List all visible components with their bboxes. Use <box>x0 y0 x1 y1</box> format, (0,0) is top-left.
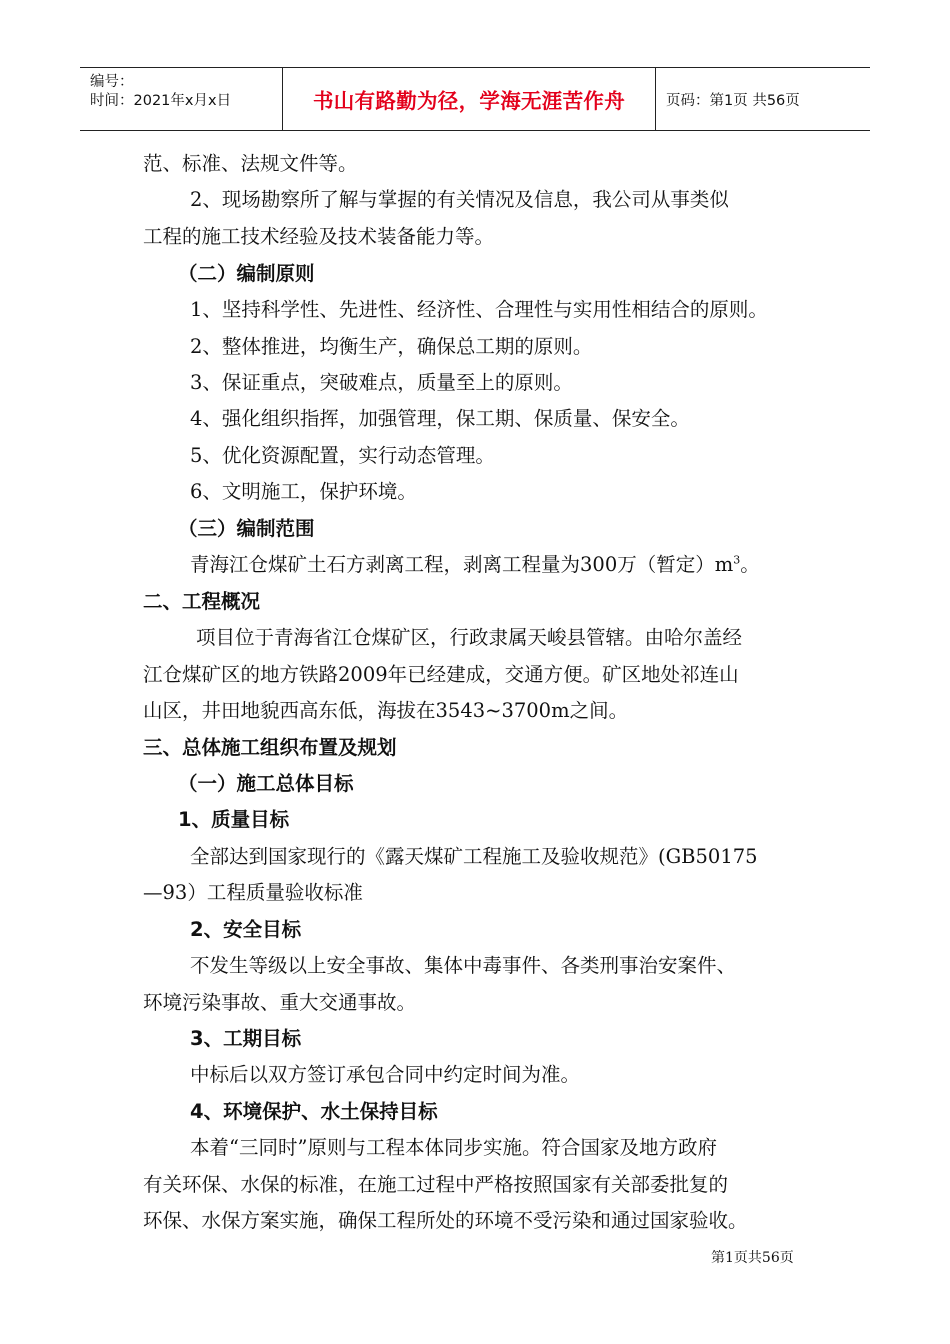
subsection-heading: 2、安全目标 <box>190 918 302 941</box>
header-info-cell <box>80 68 283 130</box>
body-line: 范、标准、法规文件等。 <box>143 152 358 175</box>
header-page-label: 页码：第1页 共56页 <box>666 92 800 109</box>
doc-number-label: 编号： <box>90 74 134 90</box>
body-line: 不发生等级以上安全事故、集体中毒事件、各类刑事治安案件、 <box>190 954 737 977</box>
list-item: 1、坚持科学性、先进性、经济性、合理性与实用性相结合的原则。 <box>190 298 768 321</box>
body-line: 山区，井田地貌西高东低，海拔在3543~3700m之间。 <box>143 699 629 722</box>
list-item: 6、文明施工，保护环境。 <box>190 480 417 503</box>
body-line: 本着“三同时”原则与工程本体同步实施。符合国家及地方政府 <box>190 1136 717 1159</box>
body-line: 工程的施工技术经验及技术装备能力等。 <box>143 225 495 248</box>
page-footer: 第1页共56页 <box>711 1250 794 1266</box>
body-line: 全部达到国家现行的《露天煤矿工程施工及验收规范》(GB50175 <box>190 845 758 868</box>
body-line: 江仓煤矿区的地方铁路2009年已经建成，交通方便。矿区地处祁连山 <box>143 663 739 686</box>
subsection-heading: 1、质量目标 <box>178 808 290 831</box>
subsection-heading: 3、工期目标 <box>190 1027 302 1050</box>
body-line <box>190 552 760 578</box>
list-item: 5、优化资源配置，实行动态管理。 <box>190 444 495 467</box>
subsection-heading: 4、环境保护、水土保持目标 <box>190 1100 438 1123</box>
list-item: 3、保证重点，突破难点，质量至上的原则。 <box>190 371 573 394</box>
time-label: 时间：2021年x月x日 <box>90 93 232 109</box>
header-table <box>80 67 870 131</box>
section-heading: （三）编制范围 <box>178 517 315 540</box>
section-heading: （一）施工总体目标 <box>178 772 354 795</box>
body-line: 2、现场勘察所了解与掌握的有关情况及信息，我公司从事类似 <box>190 188 729 211</box>
body-line: 环境污染事故、重大交通事故。 <box>143 991 417 1014</box>
body-line: 环保、水保方案实施，确保工程所处的环境不受污染和通过国家验收。 <box>143 1209 748 1232</box>
body-line: 有关环保、水保的标准，在施工过程中严格按照国家有关部委批复的 <box>143 1173 729 1196</box>
list-item: 2、整体推进，均衡生产，确保总工期的原则。 <box>190 335 593 358</box>
chapter-heading: 三、总体施工组织布置及规划 <box>143 736 397 759</box>
list-item: 4、强化组织指挥，加强管理，保工期、保质量、保安全。 <box>190 407 690 430</box>
scope-text: 青海江仓煤矿土石方剥离工程，剥离工程量为300万（暂定）m <box>190 553 734 576</box>
body-line: 中标后以双方签订承包合同中约定时间为准。 <box>190 1063 581 1086</box>
body-line: 项目位于青海省江仓煤矿区，行政隶属天峻县管辖。由哈尔盖经 <box>196 626 743 649</box>
section-heading: （二）编制原则 <box>178 262 315 285</box>
scope-end: 。 <box>740 553 760 576</box>
chapter-heading: 二、工程概况 <box>143 590 261 613</box>
cubic-superscript: 3 <box>733 553 741 567</box>
body-line: —93）工程质量验收标准 <box>143 881 363 904</box>
header-motto: 书山有路勤为径，学海无涯苦作舟 <box>283 68 656 130</box>
